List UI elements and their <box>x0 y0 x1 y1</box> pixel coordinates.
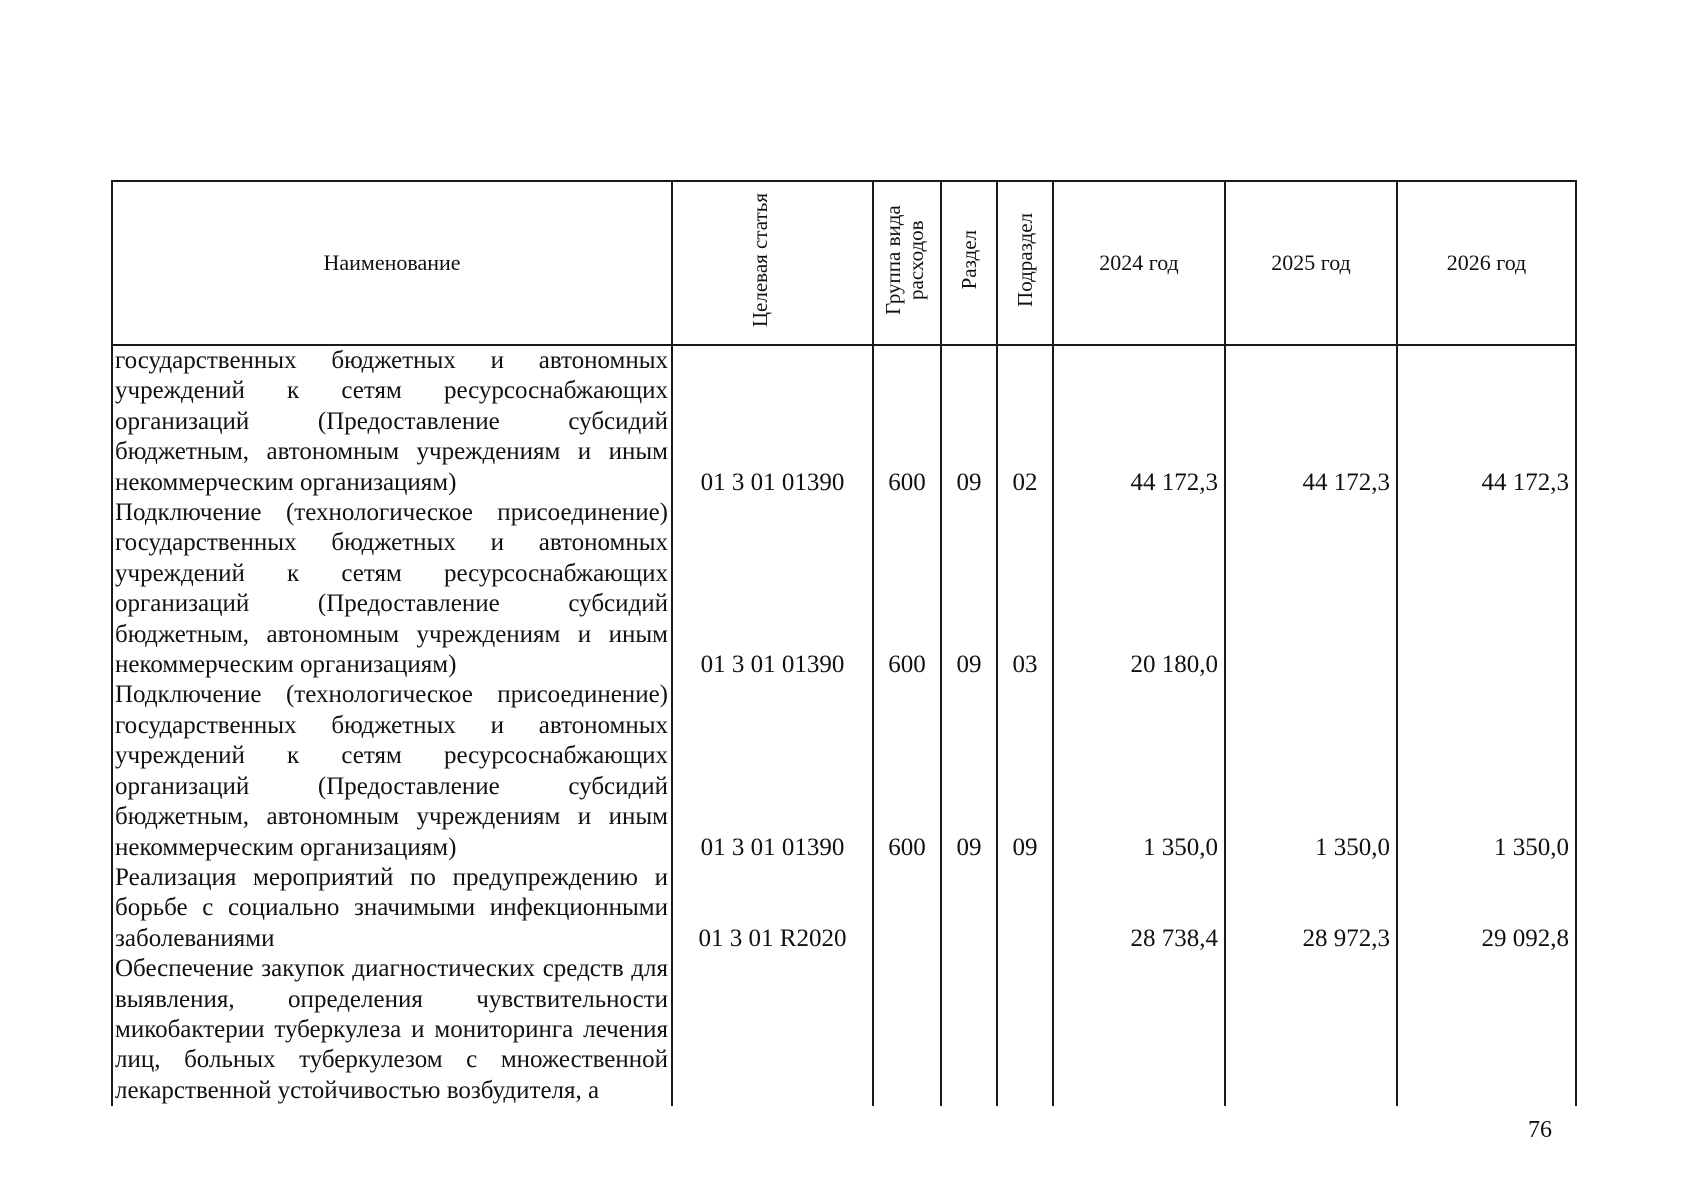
table-header <box>112 181 1576 345</box>
header-name <box>112 181 672 345</box>
row-target-article <box>672 954 873 1106</box>
table-row <box>112 954 1576 1106</box>
row-amount-2025: 1 350,0 <box>1225 680 1397 862</box>
row-amount-2024: 1 350,0 <box>1053 680 1225 862</box>
row-expense-group: 600 <box>873 498 941 680</box>
row-section: 09 <box>941 345 997 498</box>
header-subsection <box>997 181 1053 345</box>
row-subsection: 03 <box>997 498 1053 680</box>
row-target-article: 01 3 01 01390 <box>672 680 873 862</box>
header-year-2026 <box>1397 181 1576 345</box>
row-amount-2026: 29 092,8 <box>1397 863 1576 954</box>
row-amount-2024: 44 172,3 <box>1053 345 1225 498</box>
row-amount-2025 <box>1225 954 1397 1106</box>
row-amount-2024 <box>1053 954 1225 1106</box>
row-amount-2025 <box>1225 498 1397 680</box>
row-amount-2026 <box>1397 498 1576 680</box>
row-amount-2024: 20 180,0 <box>1053 498 1225 680</box>
row-amount-2026: 44 172,3 <box>1397 345 1576 498</box>
row-amount-2024: 28 738,4 <box>1053 863 1225 954</box>
header-row <box>112 181 1576 345</box>
row-name: Обеспечение закупок диагностических средств для выявления, определения чувствительности микобактерии туберкулеза и мониторинга лечения лиц, больных туберкулезом с множественной лекарственной устойчивостью возбудителя, а <box>112 954 672 1106</box>
row-name: Подключение (технологическое присоединение) государственных бюджетных и автономных учреждений к сетям ресурсоснабжающих организаций (Предоставление субсидий бюджетным, автономным учреждениям и иным некоммерческим организациям) <box>112 680 672 862</box>
row-name: государственных бюджетных и автономных учреждений к сетям ресурсоснабжающих организаций (Предоставление субсидий бюджетным, автономным учреждениям и иным некоммерческим организациям) <box>112 345 672 498</box>
row-target-article: 01 3 01 01390 <box>672 345 873 498</box>
row-amount-2026: 1 350,0 <box>1397 680 1576 862</box>
table-body <box>112 345 1576 1106</box>
row-target-article: 01 3 01 01390 <box>672 498 873 680</box>
row-expense-group <box>873 863 941 954</box>
header-year-2024-label: 2024 год <box>1099 250 1179 275</box>
header-year-2025-label: 2025 год <box>1271 250 1351 275</box>
row-expense-group: 600 <box>873 680 941 862</box>
page-number: 76 <box>1528 1117 1552 1143</box>
row-section <box>941 863 997 954</box>
row-expense-group: 600 <box>873 345 941 498</box>
header-section <box>941 181 997 345</box>
row-amount-2025: 28 972,3 <box>1225 863 1397 954</box>
header-target-article <box>672 181 873 345</box>
table-row <box>112 498 1576 680</box>
header-section-label: Раздел <box>956 230 981 290</box>
header-expense-group <box>873 181 941 345</box>
row-section <box>941 954 997 1106</box>
header-year-2026-label: 2026 год <box>1446 250 1527 275</box>
row-amount-2025: 44 172,3 <box>1225 345 1397 498</box>
row-target-article: 01 3 01 R2020 <box>672 863 873 954</box>
header-expense-group-label: Группа вида расходов <box>881 205 928 315</box>
row-expense-group <box>873 954 941 1106</box>
header-name-label: Наименование <box>323 250 461 275</box>
table-row <box>112 680 1576 862</box>
row-name: Реализация мероприятий по предупреждению и борьбе с социально значимыми инфекционными заболеваниями <box>112 863 672 954</box>
row-amount-2026 <box>1397 954 1576 1106</box>
header-year-2024 <box>1053 181 1225 345</box>
row-section: 09 <box>941 498 997 680</box>
header-year-2025 <box>1225 181 1397 345</box>
row-section: 09 <box>941 680 997 862</box>
row-subsection: 02 <box>997 345 1053 498</box>
row-subsection <box>997 863 1053 954</box>
table-row <box>112 863 1576 954</box>
row-name: Подключение (технологическое присоединение) государственных бюджетных и автономных учреждений к сетям ресурсоснабжающих организаций (Предоставление субсидий бюджетным, автономным учреждениям и иным некоммерческим организациям) <box>112 498 672 680</box>
budget-table <box>111 180 1577 1106</box>
row-subsection <box>997 954 1053 1106</box>
header-target-article-label: Целевая статья <box>747 192 772 328</box>
table-row <box>112 345 1576 498</box>
header-subsection-label: Подраздел <box>1012 213 1037 307</box>
row-subsection: 09 <box>997 680 1053 862</box>
